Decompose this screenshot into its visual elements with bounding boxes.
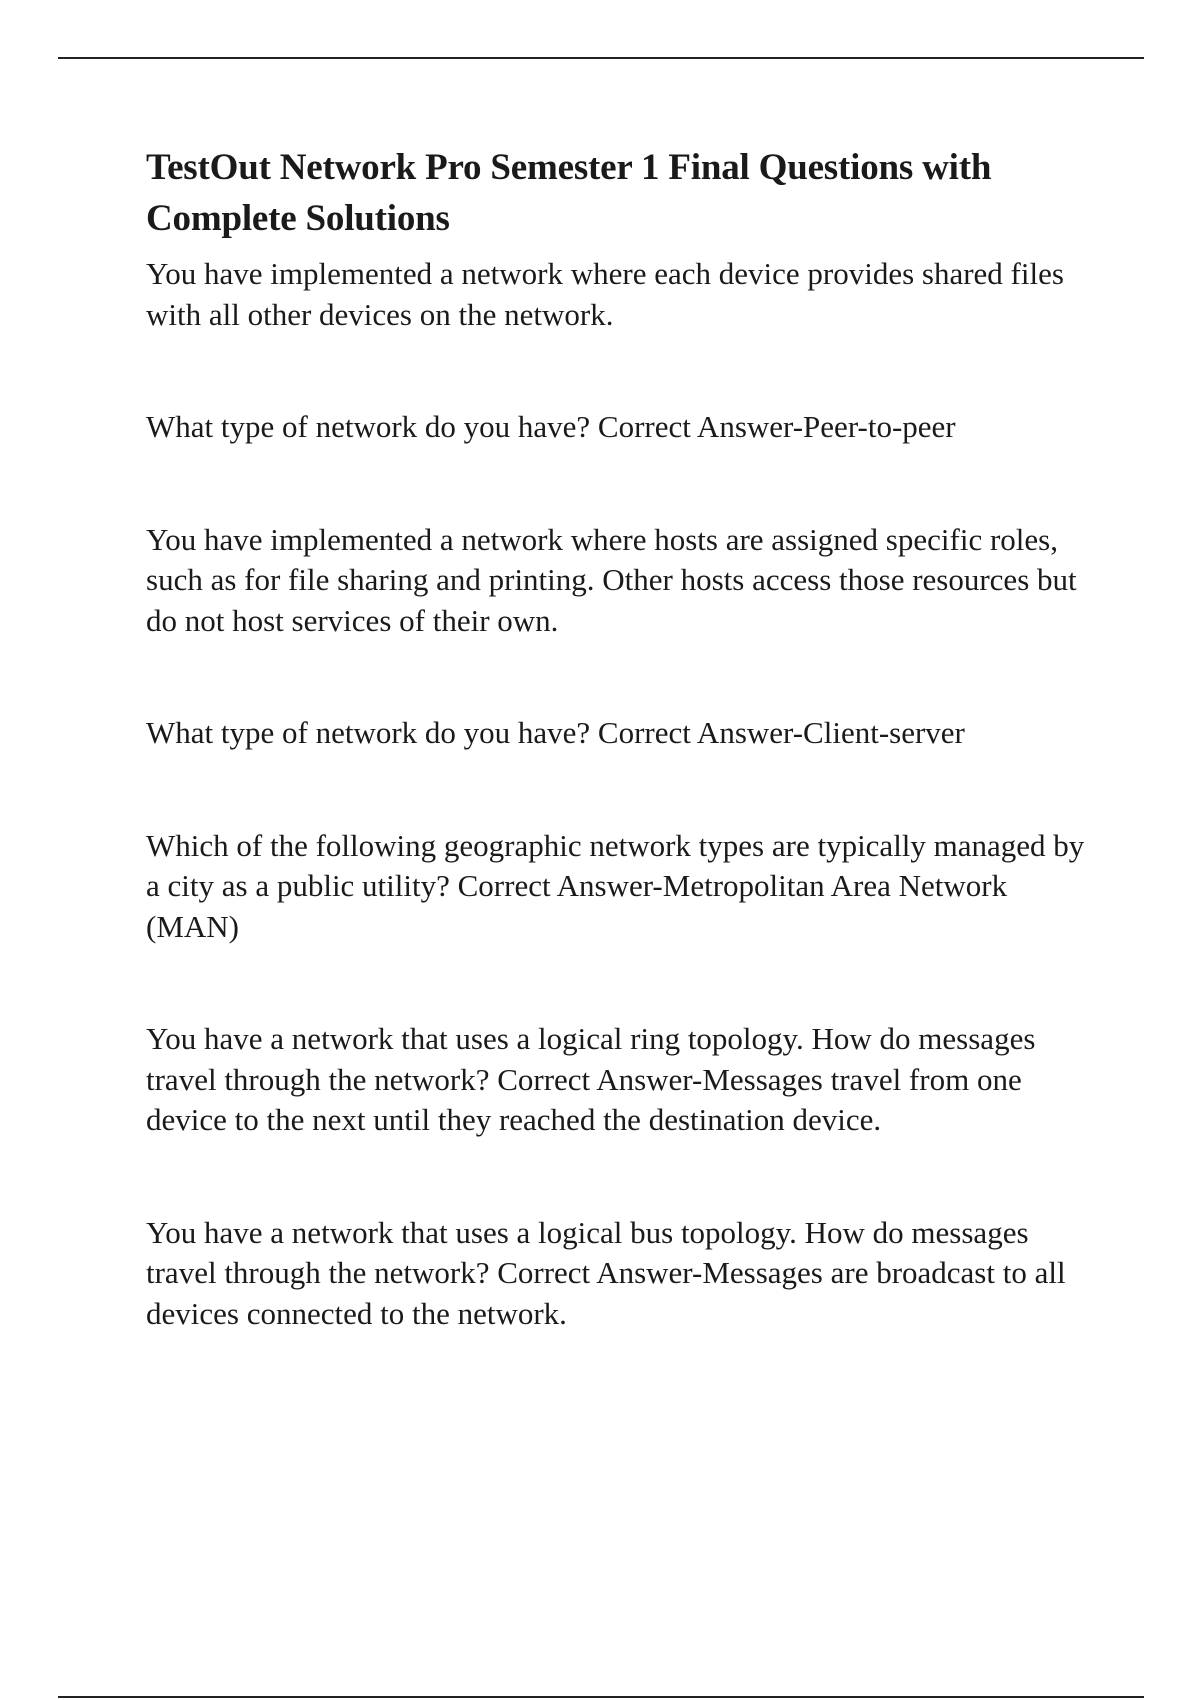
document-title: TestOut Network Pro Semester 1 Final Questions with Complete Solutions — [146, 147, 992, 239]
question-paragraph-6: You have a network that uses a logical ring topology. How do messages travel through the network? Correct Answer-Messages travel from one device to the next until they reached the destination device. — [146, 1021, 1036, 1137]
question-paragraph-5: Which of the following geographic network types are typically managed by a city as a public utility? Correct Answer-Metropolitan Area Network (MAN) — [146, 827, 1085, 944]
header-rule — [58, 57, 1144, 59]
footer-rule — [58, 1696, 1144, 1698]
question-paragraph-4: What type of network do you have? Correct Answer-Client-server — [146, 715, 965, 750]
question-paragraph-7: You have a network that uses a logical bus topology. How do messages travel through the network? Correct Answer-Messages are broadcast to all devices connected to the network. — [146, 1214, 1066, 1331]
document-body — [146, 142, 1096, 1334]
question-paragraph-2: What type of network do you have? Correct Answer-Peer-to-peer — [146, 409, 956, 444]
question-paragraph-1: You have implemented a network where each device provides shared files with all other devices on the network. — [146, 256, 1064, 332]
question-paragraph-3: You have implemented a network where hosts are assigned specific roles, such as for file sharing and printing. Other hosts access those resources but do not host services of their own. — [146, 521, 1077, 638]
